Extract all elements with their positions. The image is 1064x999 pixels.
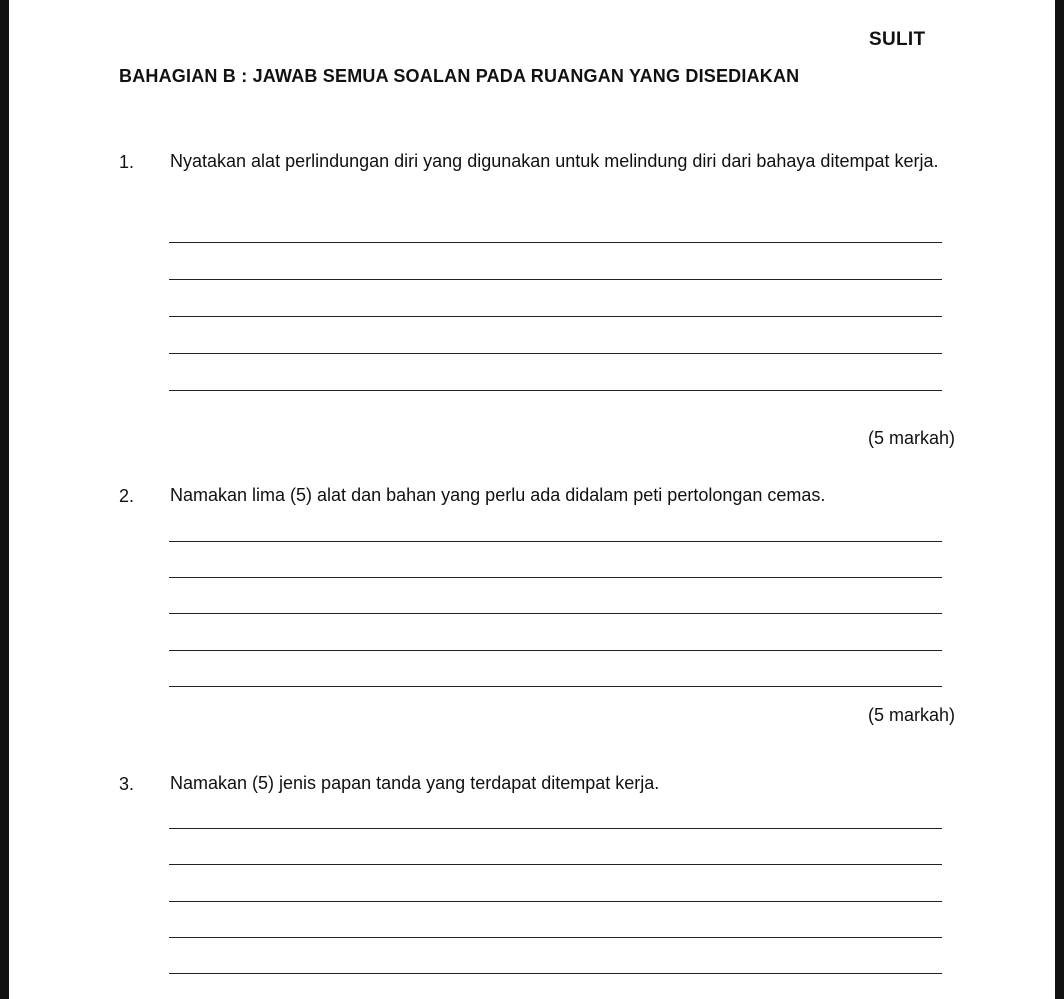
- classification-label: SULIT: [869, 29, 926, 50]
- question-2-marks: (5 markah): [867, 705, 955, 725]
- question-3-text: Namakan (5) jenis papan tanda yang terdapat ditempat kerja.: [170, 773, 660, 793]
- question-3-number: 3.: [119, 774, 135, 794]
- question-2-answer-line-4[interactable]: [169, 650, 942, 651]
- question-2-answer-line-2[interactable]: [169, 577, 942, 578]
- question-1-number: 1.: [119, 152, 135, 172]
- question-3-answer-line-4[interactable]: [169, 937, 942, 938]
- question-1-answer-line-5[interactable]: [169, 390, 942, 391]
- question-3-answer-line-1[interactable]: [169, 828, 942, 829]
- question-2-number: 2.: [119, 486, 135, 506]
- question-1-text: Nyatakan alat perlindungan diri yang digunakan untuk melindung diri dari bahaya ditempat kerja.: [170, 151, 939, 171]
- question-1-answer-line-1[interactable]: [169, 242, 942, 243]
- question-2-text: Namakan lima (5) alat dan bahan yang perlu ada didalam peti pertolongan cemas.: [170, 485, 826, 505]
- question-1-marks: (5 markah): [867, 428, 955, 448]
- question-2-answer-line-1[interactable]: [169, 541, 942, 542]
- question-1-answer-line-3[interactable]: [169, 316, 942, 317]
- question-1-answer-line-2[interactable]: [169, 279, 942, 280]
- question-3-answer-line-2[interactable]: [169, 864, 942, 865]
- question-2-answer-line-5[interactable]: [169, 686, 942, 687]
- section-heading: BAHAGIAN B : JAWAB SEMUA SOALAN PADA RUANGAN YANG DISEDIAKAN: [119, 66, 800, 86]
- question-3-answer-line-3[interactable]: [169, 901, 942, 902]
- question-2-answer-line-3[interactable]: [169, 613, 942, 614]
- question-3-answer-line-5[interactable]: [169, 973, 942, 974]
- exam-page: [9, 0, 1055, 999]
- question-1-answer-line-4[interactable]: [169, 353, 942, 354]
